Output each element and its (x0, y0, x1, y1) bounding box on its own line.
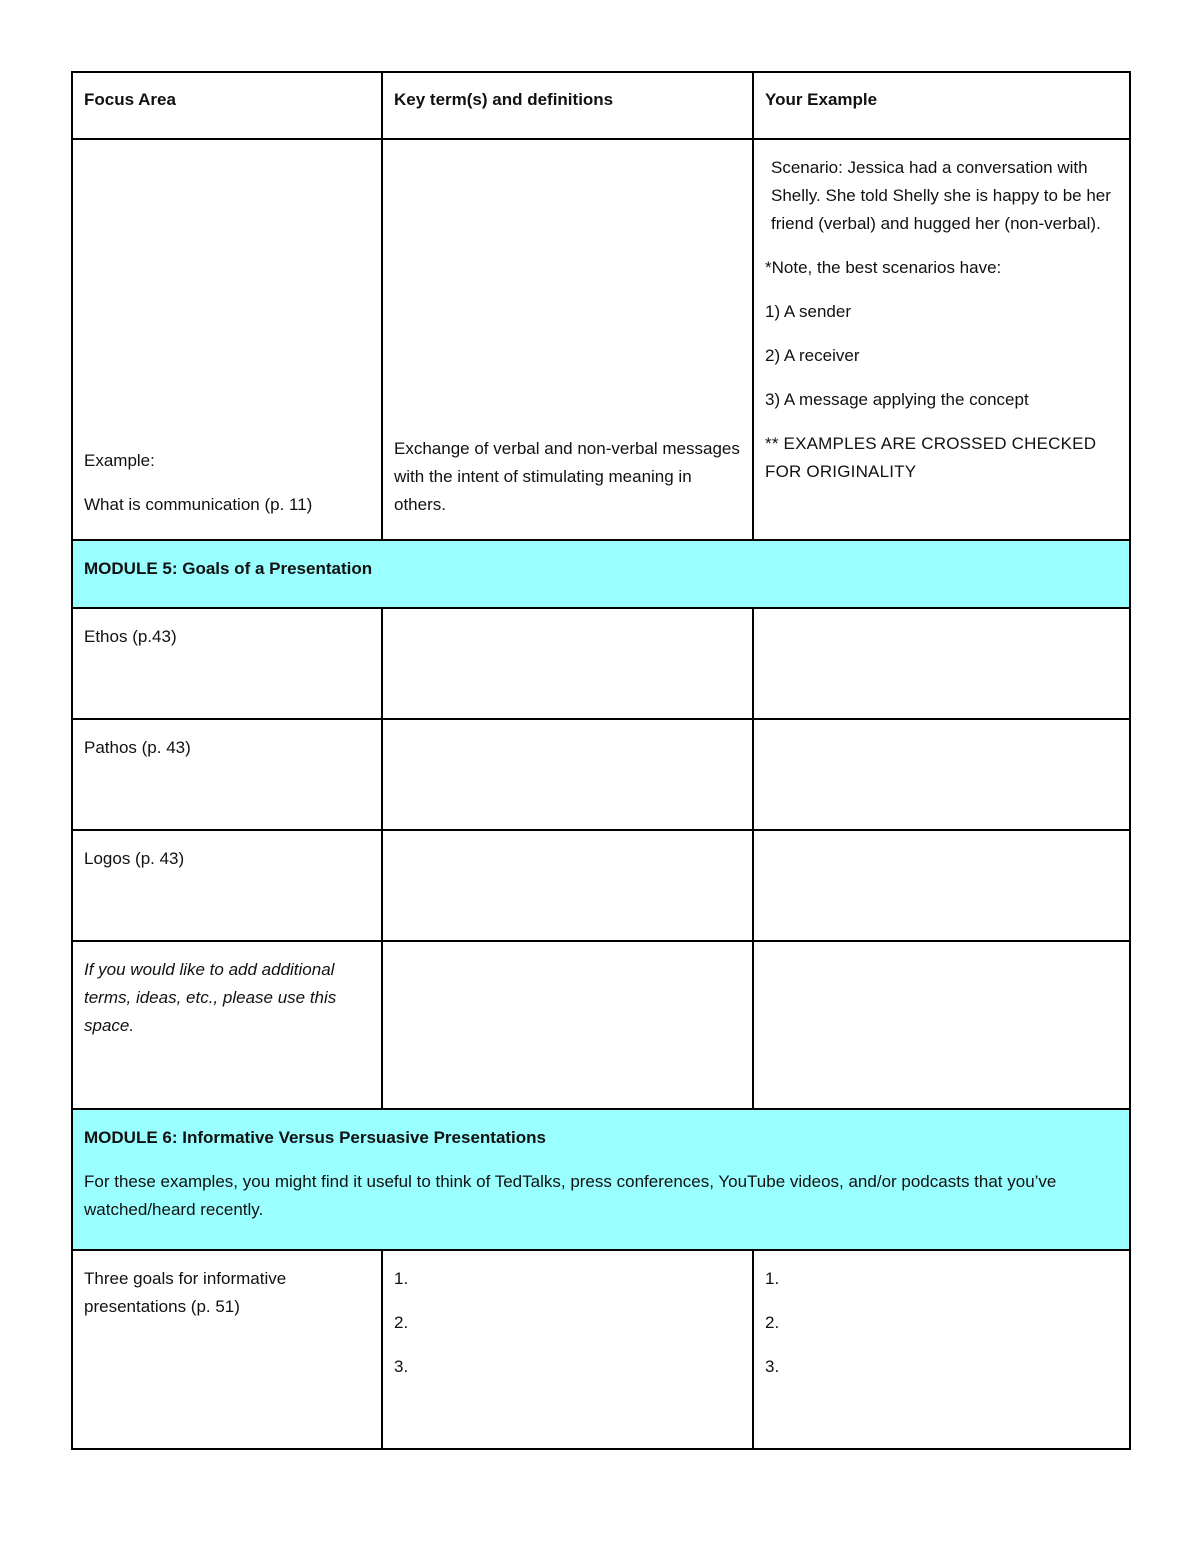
pathos-definition-cell[interactable] (382, 719, 753, 830)
example-focus-cell (72, 139, 382, 540)
ethos-focus-cell: Ethos (p.43) (72, 608, 382, 719)
example-row (72, 139, 1130, 540)
example-originality-notice: ** EXAMPLES ARE CROSSED CHECKED FOR ORIGINALITY (765, 434, 1097, 481)
module5-header-row (72, 540, 1130, 608)
module6-title: MODULE 6: Informative Versus Persuasive Presentations (84, 1128, 547, 1147)
example-scenario-cell (753, 139, 1130, 540)
additional-terms-definition-cell[interactable] (382, 941, 753, 1109)
example-criterion-1: 1) A sender (765, 302, 852, 321)
example-focus-text: What is communication (p. 11) (84, 495, 313, 514)
example-note: *Note, the best scenarios have: (765, 258, 1002, 277)
informative-goals-definition-cell[interactable] (382, 1250, 753, 1449)
logos-example-cell[interactable] (753, 830, 1130, 941)
module6-header-cell (72, 1109, 1130, 1250)
logos-definition-cell[interactable] (382, 830, 753, 941)
header-focus-area: Focus Area (72, 72, 382, 139)
worksheet-table (71, 71, 1131, 1450)
example-definition-cell (382, 139, 753, 540)
informative-goals-row (72, 1250, 1130, 1449)
logos-row (72, 830, 1130, 941)
example-focus-label: Example: (84, 451, 155, 470)
module6-instructions: For these examples, you might find it useful to think of TedTalks, press conferences, YouTube videos, and/or podcasts that you’ve watched/heard recently. (84, 1172, 1057, 1219)
definition-number-2: 2. (394, 1313, 409, 1332)
module5-title: MODULE 5: Goals of a Presentation (84, 559, 373, 578)
informative-goals-focus: Three goals for informative presentations (p. 51) (72, 1250, 382, 1449)
pathos-row (72, 719, 1130, 830)
pathos-example-cell[interactable] (753, 719, 1130, 830)
example-criterion-3: 3) A message applying the concept (765, 390, 1029, 409)
informative-goals-example-cell[interactable] (753, 1250, 1130, 1449)
ethos-example-cell[interactable] (753, 608, 1130, 719)
header-key-terms: Key term(s) and definitions (382, 72, 753, 139)
header-your-example: Your Example (753, 72, 1130, 139)
example-number-1: 1. (765, 1269, 780, 1288)
example-definition: Exchange of verbal and non-verbal messages with the intent of stimulating meaning in others. (394, 439, 740, 514)
module6-header-row (72, 1109, 1130, 1250)
definition-number-3: 3. (394, 1357, 409, 1376)
example-number-2: 2. (765, 1313, 780, 1332)
additional-terms-example-cell[interactable] (753, 941, 1130, 1109)
header-row (72, 72, 1130, 139)
module5-header-cell (72, 540, 1130, 608)
example-criterion-2: 2) A receiver (765, 346, 860, 365)
ethos-definition-cell[interactable] (382, 608, 753, 719)
logos-focus-cell: Logos (p. 43) (72, 830, 382, 941)
additional-terms-row (72, 941, 1130, 1109)
pathos-focus-cell: Pathos (p. 43) (72, 719, 382, 830)
example-number-3: 3. (765, 1357, 780, 1376)
definition-number-1: 1. (394, 1269, 409, 1288)
ethos-row (72, 608, 1130, 719)
example-scenario: Scenario: Jessica had a conversation with Shelly. She told Shelly she is happy to be her friend (verbal) and hugged her (non-verbal). (771, 158, 1111, 233)
additional-terms-prompt: If you would like to add additional terms, ideas, etc., please use this space. (72, 941, 382, 1109)
